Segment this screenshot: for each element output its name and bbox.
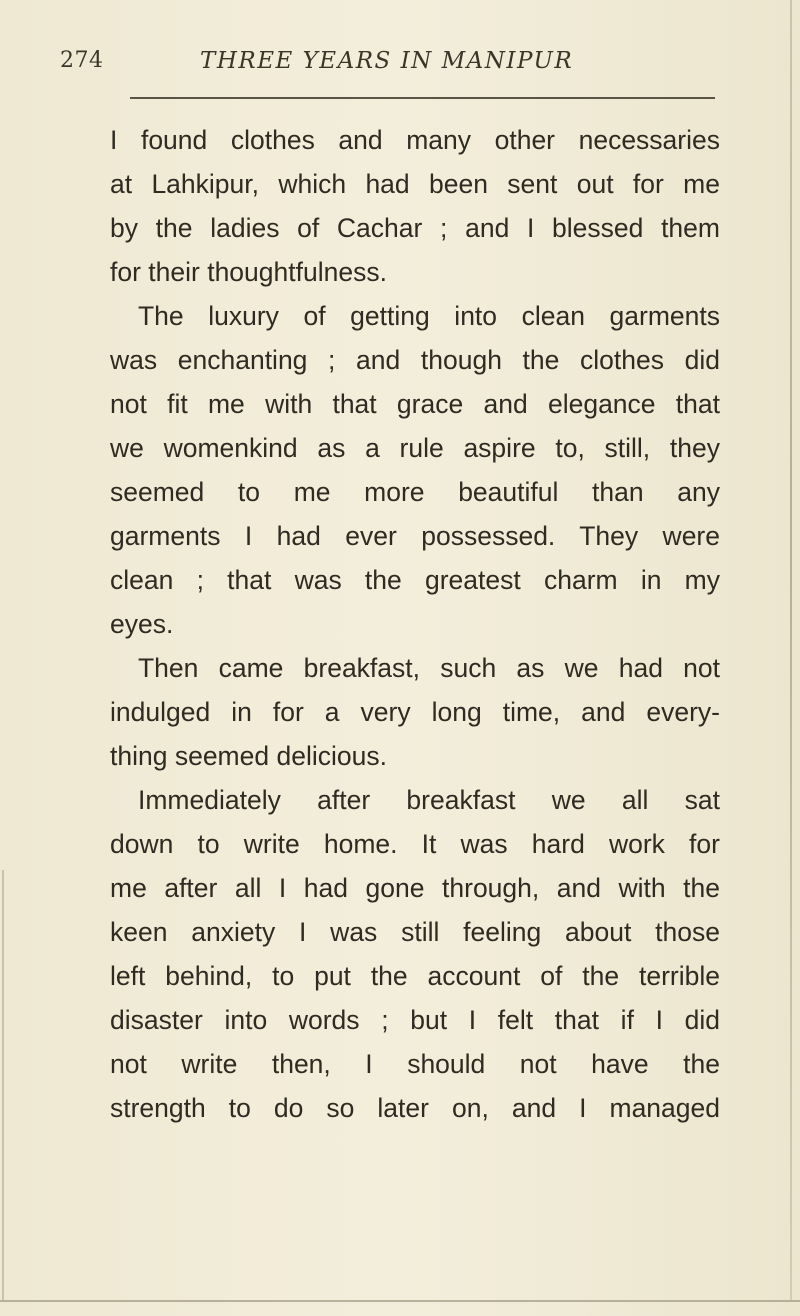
text-line: Immediately after breakfast we all sat xyxy=(138,785,720,815)
page-edge-bottom xyxy=(0,1300,800,1302)
header-rule xyxy=(130,97,715,99)
text-line: down to write home. It was hard work for xyxy=(110,829,720,859)
text-line: not fit me with that grace and elegance that xyxy=(110,389,720,419)
text-line: garments I had ever possessed. They were xyxy=(110,521,720,551)
text-line: not write then, I should not have the xyxy=(110,1049,720,1079)
text-line: clean ; that was the greatest charm in my xyxy=(110,565,720,595)
page-number: 274 xyxy=(60,48,104,73)
text-line: disaster into words ; but I felt that if I did xyxy=(110,1005,720,1035)
running-head: THREE YEARS IN MANIPUR xyxy=(200,48,574,74)
page-header xyxy=(60,48,720,88)
text-line: we womenkind as a rule aspire to, still, they xyxy=(110,433,720,463)
page-edge-right xyxy=(790,0,792,1300)
body-text xyxy=(110,118,720,1130)
text-line: The luxury of getting into clean garments xyxy=(138,301,720,331)
text-line: Then came breakfast, such as we had not xyxy=(138,653,720,683)
text-line: thing seemed delicious. xyxy=(110,741,387,771)
text-line: indulged in for a very long time, and every- xyxy=(110,697,720,727)
text-line: was enchanting ; and though the clothes did xyxy=(110,345,720,375)
text-line: keen anxiety I was still feeling about those xyxy=(110,917,720,947)
text-line: at Lahkipur, which had been sent out for me xyxy=(110,169,720,199)
page-edge-left xyxy=(2,870,4,1300)
text-line: for their thoughtfulness. xyxy=(110,257,387,287)
text-line: me after all I had gone through, and with the xyxy=(110,873,720,903)
text-line: seemed to me more beautiful than any xyxy=(110,477,720,507)
text-line: strength to do so later on, and I managed xyxy=(110,1093,720,1123)
text-line: by the ladies of Cachar ; and I blessed them xyxy=(110,213,720,243)
text-line: I found clothes and many other necessaries xyxy=(110,125,720,155)
text-line: left behind, to put the account of the terrible xyxy=(110,961,720,991)
text-line: eyes. xyxy=(110,609,174,639)
